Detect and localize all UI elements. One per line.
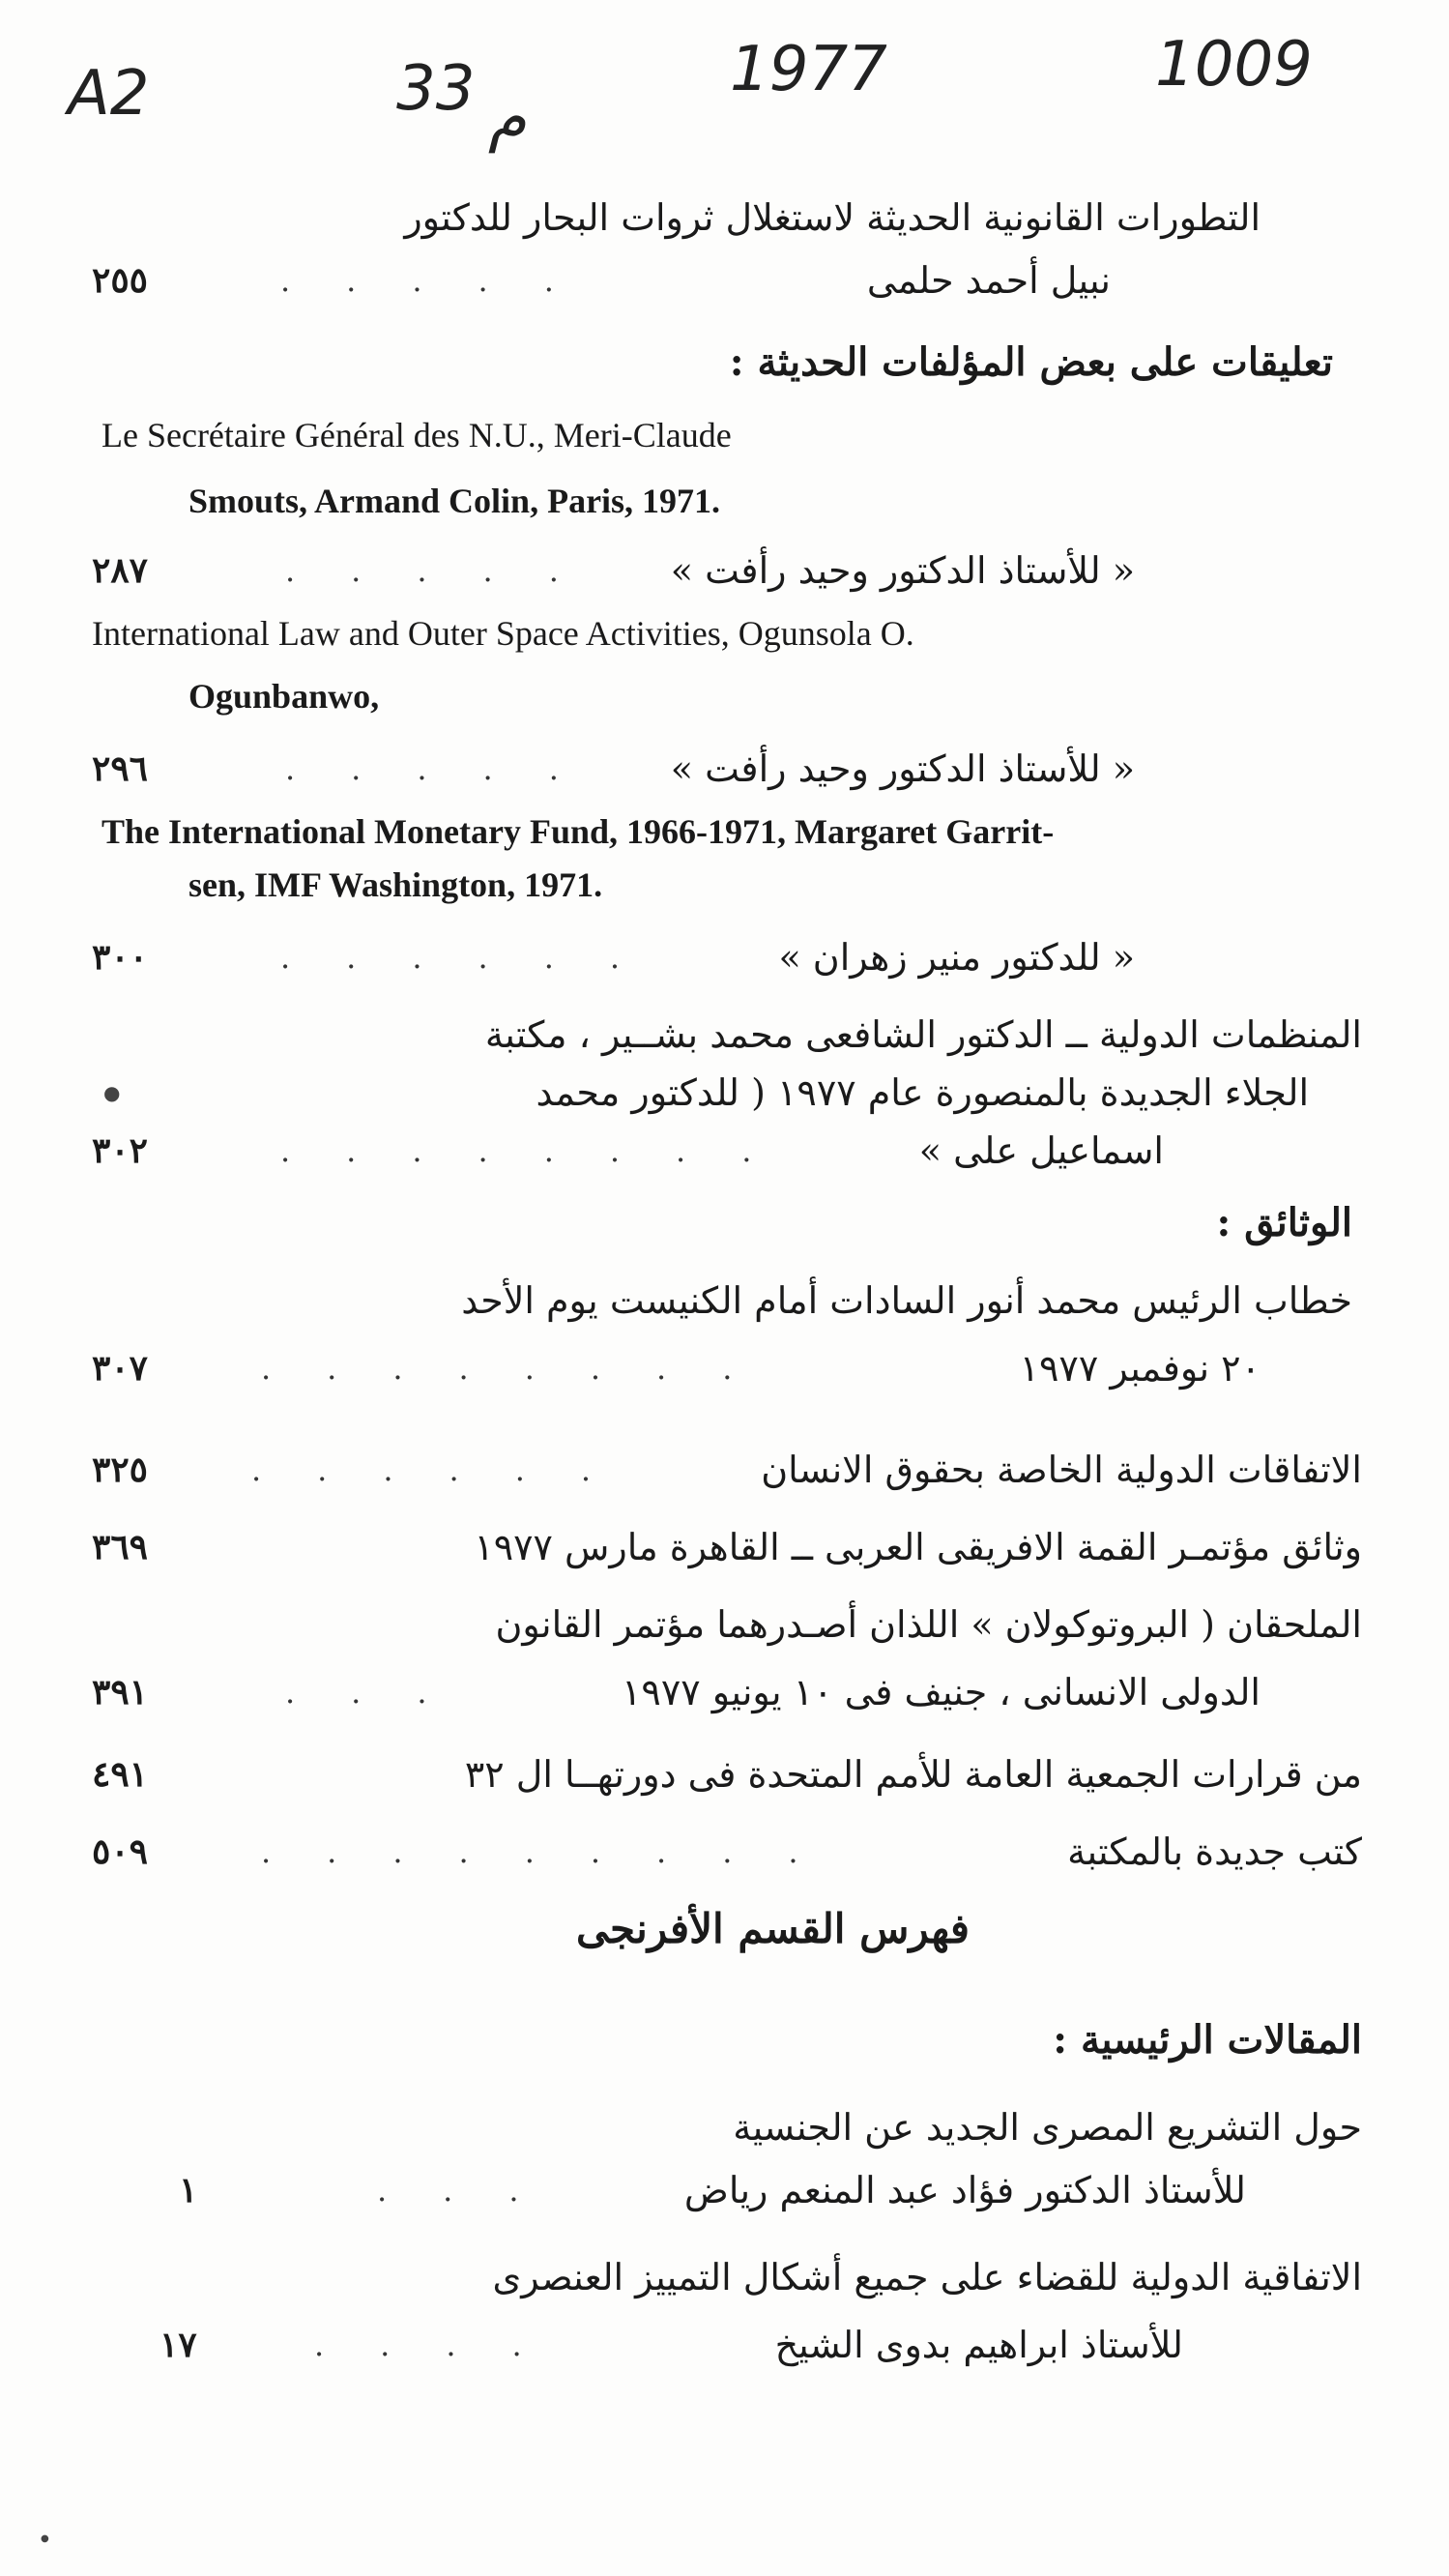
- review-author: « للأستاذ الدكتور وحيد رأفت »: [670, 549, 1135, 592]
- review-entry: [92, 803, 1362, 861]
- entry-author: نبيل أحمد حلمى: [866, 259, 1111, 302]
- review-title: The International Monetary Fund, 1966-1971, Margaret Garrit-: [101, 812, 1055, 851]
- leader-dots: ...: [285, 1674, 483, 1711]
- main-articles-heading: المقالات الرئيسية :: [1053, 2017, 1362, 2063]
- page-number: ٢٩٦: [92, 748, 149, 789]
- review-title: Le Secrétaire Général des N.U., Meri-Claude: [101, 416, 732, 454]
- leader-dots: ....: [314, 2327, 578, 2363]
- page-number: ٣٠٧: [92, 1348, 149, 1389]
- review-title-cont: Ogunbanwo,: [188, 677, 380, 716]
- section-heading: [92, 334, 1362, 392]
- leader-dots: ......: [251, 1451, 648, 1488]
- review-author-line: [92, 928, 1362, 986]
- page-number: ٤٩١: [92, 1754, 149, 1795]
- article-entry-cont: [92, 2161, 1362, 2219]
- handwritten-number: 33: [396, 53, 476, 125]
- page-number: ٣٠٢: [92, 1130, 149, 1171]
- leader-dots: ........: [261, 1350, 789, 1387]
- page-number: ٣٦٩: [92, 1527, 149, 1567]
- review-title-cont: Smouts, Armand Colin, Paris, 1971.: [188, 482, 721, 520]
- page-number: ٢٨٧: [92, 550, 149, 591]
- review-title-cont: sen, IMF Washington, 1971.: [188, 865, 603, 904]
- review-author: « للدكتور منير زهران »: [778, 936, 1135, 979]
- document-title: خطاب الرئيس محمد أنور السادات أمام الكنيست يوم الأحد: [461, 1279, 1352, 1322]
- review-author-line: [92, 1122, 1362, 1180]
- review-entry-cont: [92, 1064, 1362, 1122]
- document-title: من قرارات الجمعية العامة للأمم المتحدة فى دورتهــا ال ٣٢: [464, 1753, 1362, 1796]
- handwritten-letter: م: [488, 82, 527, 154]
- leader-dots: ........: [280, 1132, 808, 1169]
- entry-title: التطورات القانونية الحديثة لاستغلال ثروات البحار للدكتور: [404, 196, 1261, 239]
- review-title: المنظمات الدولية ــ الدكتور الشافعى محمد بشــير ، مكتبة: [484, 1013, 1362, 1056]
- article-author: للأستاذ الدكتور فؤاد عبد المنعم رياض: [683, 2169, 1246, 2211]
- document-entry: [92, 1823, 1362, 1881]
- review-entry: [92, 604, 1362, 662]
- foreign-index-title: فهرس القسم الأفرنجى: [576, 1905, 970, 1952]
- document-title: الاتفاقات الدولية الخاصة بحقوق الانسان: [761, 1449, 1362, 1491]
- document-entry: [92, 1745, 1362, 1803]
- document-title: كتب جديدة بالمكتبة: [1067, 1830, 1362, 1873]
- article-entry: [92, 2098, 1362, 2156]
- toc-entry: [92, 189, 1362, 247]
- margin-dot: ●: [103, 1081, 121, 1104]
- document-title: الملحقان ( البروتوكولان » اللذان أصـدرهما مؤتمر القانون: [495, 1603, 1362, 1646]
- page-number: ١: [179, 2170, 198, 2210]
- page-number: ٣٠٠: [92, 937, 149, 978]
- review-entry: [92, 406, 1362, 464]
- leader-dots: .....: [285, 552, 615, 589]
- document-entry-cont: [92, 1339, 1362, 1397]
- review-title: International Law and Outer Space Activities, Ogunsola O.: [92, 614, 914, 653]
- scan-speck: ●: [41, 2533, 49, 2544]
- leader-dots: .....: [280, 262, 610, 299]
- article-title: الاتفاقية الدولية للقضاء على جميع أشكال التمييز العنصرى: [492, 2256, 1362, 2298]
- review-entry-cont: [92, 472, 1362, 530]
- toc-entry-cont: [92, 251, 1362, 309]
- review-entry-cont: [92, 856, 1362, 914]
- article-entry: [92, 2248, 1362, 2306]
- document-entry: [92, 1595, 1362, 1654]
- article-title: حول التشريع المصرى الجديد عن الجنسية: [733, 2106, 1362, 2149]
- leader-dots: ......: [280, 939, 677, 976]
- reviews-heading: تعليقات على بعض المؤلفات الحديثة :: [729, 339, 1333, 385]
- document-entry: [92, 1518, 1362, 1576]
- documents-heading: الوثائق :: [1216, 1200, 1352, 1245]
- section-heading: [92, 2011, 1362, 2069]
- review-entry: [92, 1006, 1362, 1064]
- review-author-line: [92, 740, 1362, 798]
- review-author: اسماعيل على »: [918, 1129, 1164, 1172]
- document-entry: [92, 1272, 1362, 1330]
- handwritten-code: A2: [68, 58, 150, 130]
- review-entry-cont: [92, 667, 1362, 725]
- review-author: « للأستاذ الدكتور وحيد رأفت »: [670, 747, 1135, 790]
- document-entry: [92, 1441, 1362, 1499]
- document-title-cont: الدولى الانسانى ، جنيف فى ١٠ يونيو ١٩٧٧: [622, 1671, 1261, 1713]
- document-entry-cont: [92, 1663, 1362, 1721]
- leader-dots: .........: [261, 1833, 855, 1870]
- review-title-cont: الجلاء الجديدة بالمنصورة عام ١٩٧٧ ( للدكتور محمد: [536, 1071, 1309, 1114]
- article-entry-cont: [92, 2316, 1362, 2374]
- review-author-line: [92, 542, 1362, 600]
- page-number: ٢٥٥: [92, 260, 149, 301]
- leader-dots: .....: [285, 750, 615, 787]
- page-number: ١٧: [159, 2325, 197, 2365]
- document-title: وثائق مؤتمـر القمة الافريقى العربى ــ القاهرة مارس ١٩٧٧: [474, 1526, 1362, 1568]
- handwritten-year: 1977: [730, 34, 887, 105]
- article-author: للأستاذ ابراهيم بدوى الشيخ: [774, 2324, 1183, 2366]
- document-title-cont: ٢٠ نوفمبر ١٩٧٧: [1019, 1347, 1261, 1390]
- leader-dots: ...: [377, 2172, 575, 2209]
- page-number: ٣٢٥: [92, 1449, 149, 1490]
- page-number: ٥٠٩: [92, 1831, 149, 1872]
- page-number: ٣٩١: [92, 1672, 149, 1712]
- handwritten-folio: 1009: [1155, 29, 1313, 101]
- section-heading: [92, 1194, 1362, 1252]
